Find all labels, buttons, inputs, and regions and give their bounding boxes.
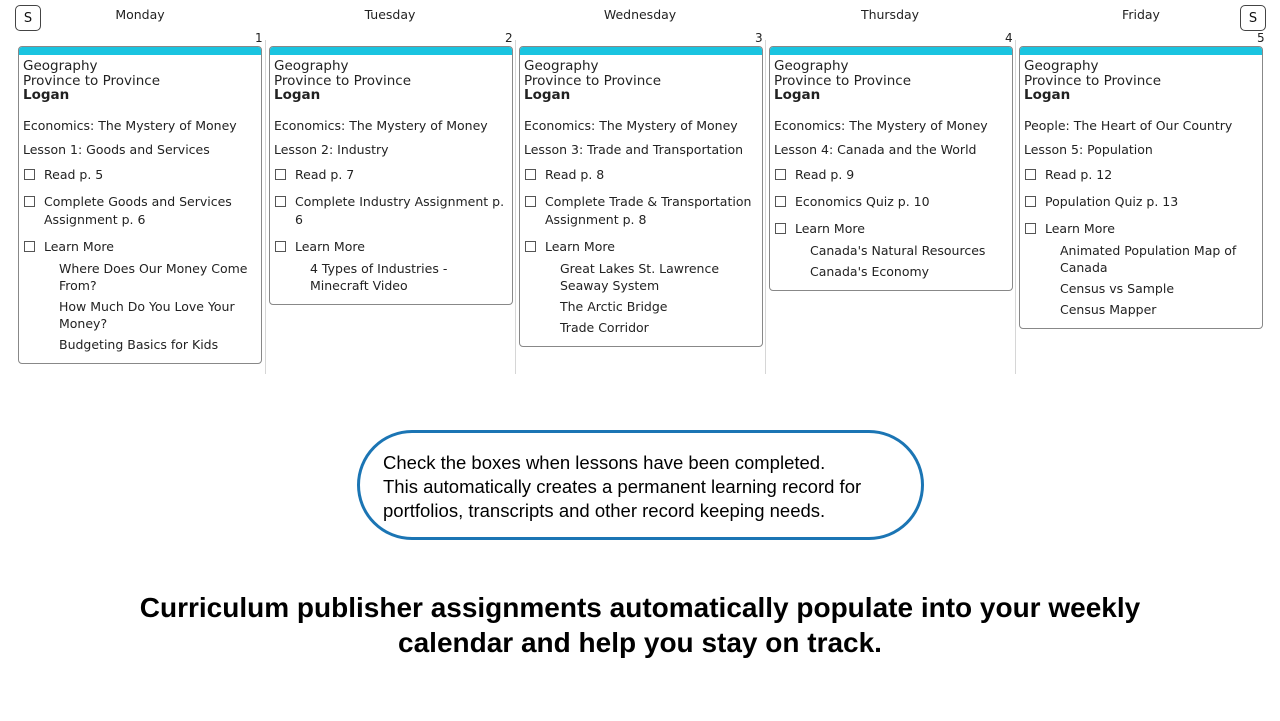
- task-item: [1024, 220, 1258, 238]
- task-label: Population Quiz p. 13: [1045, 194, 1179, 209]
- task-label: Learn More: [44, 239, 114, 254]
- subject-title: Geography: [524, 58, 599, 74]
- day-header-monday: Monday: [115, 7, 165, 22]
- resource-link[interactable]: Trade Corridor: [560, 320, 649, 335]
- resource-link[interactable]: Animated Population Map of Canada: [1060, 243, 1237, 275]
- learn-more-links: [810, 242, 1008, 280]
- day-number: 3: [755, 31, 763, 45]
- task-item: [774, 193, 1008, 211]
- promo-headline: [0, 590, 1280, 660]
- task-checkbox[interactable]: [24, 196, 35, 207]
- day-number: 1: [255, 31, 263, 45]
- task-checkbox[interactable]: [775, 196, 786, 207]
- column-divider: [265, 40, 266, 374]
- column-divider: [1015, 40, 1016, 374]
- learn-more-links: [310, 260, 508, 294]
- info-callout: [357, 430, 924, 540]
- task-checkbox[interactable]: [275, 169, 286, 180]
- column-divider: [765, 40, 766, 374]
- task-label: Learn More: [795, 221, 865, 236]
- resource-link[interactable]: Census Mapper: [1060, 302, 1157, 317]
- task-item: [774, 166, 1008, 184]
- task-item: [1024, 166, 1258, 184]
- column-divider: [515, 40, 516, 374]
- resource-link[interactable]: Where Does Our Money Come From?: [59, 261, 248, 293]
- resource-link[interactable]: Great Lakes St. Lawrence Seaway System: [560, 261, 720, 293]
- headline-line: calendar and help you stay on track.: [398, 627, 882, 658]
- day-number: 4: [1005, 31, 1013, 45]
- course-title: Province to Province: [23, 72, 161, 89]
- task-checkbox[interactable]: [775, 223, 786, 234]
- course-title: Province to Province: [774, 72, 912, 89]
- lesson-card-thursday[interactable]: [769, 46, 1013, 291]
- task-item: [524, 238, 758, 256]
- course-title: Province to Province: [1024, 72, 1162, 89]
- learn-more-links: [560, 260, 758, 336]
- task-label: Learn More: [545, 239, 615, 254]
- subject-title: Geography: [1024, 58, 1099, 74]
- day-number: 2: [505, 31, 513, 45]
- student-name: Logan: [1024, 87, 1071, 103]
- task-checkbox[interactable]: [24, 241, 35, 252]
- day-header-tuesday: Tuesday: [364, 7, 416, 22]
- day-number: 5: [1257, 31, 1265, 45]
- task-label: Learn More: [295, 239, 365, 254]
- task-item: [274, 166, 508, 184]
- callout-line: Check the boxes when lessons have been completed.: [383, 452, 826, 473]
- student-name: Logan: [774, 87, 821, 103]
- headline-line: Curriculum publisher assignments automatically populate into your weekly: [139, 592, 1141, 623]
- task-item: [23, 238, 257, 256]
- task-label: Complete Trade & Transportation Assignment p. 8: [545, 194, 752, 227]
- prev-week-button[interactable]: S: [15, 5, 41, 31]
- task-label: Read p. 5: [44, 167, 104, 182]
- student-name: Logan: [274, 87, 321, 103]
- task-checkbox[interactable]: [525, 196, 536, 207]
- card-color-bar: [270, 47, 512, 55]
- lesson-title: Lesson 4: Canada and the World: [774, 142, 977, 157]
- card-color-bar: [19, 47, 261, 55]
- day-header-wednesday: Wednesday: [603, 7, 677, 22]
- task-label: Read p. 8: [545, 167, 605, 182]
- callout-line: portfolios, transcripts and other record keeping needs.: [383, 500, 826, 521]
- task-checkbox[interactable]: [24, 169, 35, 180]
- day-header-friday: Friday: [1122, 7, 1160, 22]
- lesson-title: Lesson 5: Population: [1024, 142, 1153, 157]
- task-checkbox[interactable]: [525, 241, 536, 252]
- task-item: [1024, 193, 1258, 211]
- lesson-title: Lesson 2: Industry: [274, 142, 389, 157]
- subject-title: Geography: [774, 58, 849, 74]
- course-title: Province to Province: [274, 72, 412, 89]
- card-color-bar: [770, 47, 1012, 55]
- resource-link[interactable]: Canada's Economy: [810, 264, 930, 279]
- task-checkbox[interactable]: [275, 196, 286, 207]
- task-item: [524, 166, 758, 184]
- lesson-card-friday[interactable]: [1019, 46, 1263, 329]
- task-checkbox[interactable]: [275, 241, 286, 252]
- lesson-title: Lesson 1: Goods and Services: [23, 142, 210, 157]
- task-label: Learn More: [1045, 221, 1115, 236]
- task-item: [23, 166, 257, 184]
- task-label: Economics Quiz p. 10: [795, 194, 930, 209]
- lesson-card-tuesday[interactable]: [269, 46, 513, 305]
- task-label: Complete Goods and Services Assignment p. 6: [44, 194, 232, 227]
- resource-link[interactable]: Budgeting Basics for Kids: [59, 337, 219, 352]
- resource-link[interactable]: The Arctic Bridge: [560, 299, 668, 314]
- unit-title: Economics: The Mystery of Money: [274, 118, 488, 133]
- student-name: Logan: [524, 87, 571, 103]
- lesson-title: Lesson 3: Trade and Transportation: [524, 142, 744, 157]
- student-name: Logan: [23, 87, 70, 103]
- task-item: [274, 238, 508, 256]
- task-label: Complete Industry Assignment p. 6: [295, 194, 505, 227]
- task-checkbox[interactable]: [1025, 169, 1036, 180]
- resource-link[interactable]: How Much Do You Love Your Money?: [59, 299, 235, 331]
- card-color-bar: [520, 47, 762, 55]
- unit-title: Economics: The Mystery of Money: [524, 118, 738, 133]
- card-color-bar: [1020, 47, 1262, 55]
- day-header-thursday: Thursday: [860, 7, 920, 22]
- course-title: Province to Province: [524, 72, 662, 89]
- task-checkbox[interactable]: [1025, 196, 1036, 207]
- resource-link[interactable]: 4 Types of Industries - Minecraft Video: [310, 261, 448, 293]
- task-item: [774, 220, 1008, 238]
- resource-link[interactable]: Canada's Natural Resources: [810, 243, 986, 258]
- task-item: [23, 193, 257, 229]
- next-week-button[interactable]: S: [1240, 5, 1266, 31]
- task-checkbox[interactable]: [775, 169, 786, 180]
- task-label: Read p. 12: [1045, 167, 1113, 182]
- task-label: Read p. 9: [795, 167, 855, 182]
- task-item: [524, 193, 758, 229]
- lesson-card-monday[interactable]: [18, 46, 262, 364]
- task-checkbox[interactable]: [1025, 223, 1036, 234]
- task-checkbox[interactable]: [525, 169, 536, 180]
- unit-title: Economics: The Mystery of Money: [23, 118, 237, 133]
- resource-link[interactable]: Census vs Sample: [1060, 281, 1175, 296]
- subject-title: Geography: [23, 58, 98, 74]
- unit-title: Economics: The Mystery of Money: [774, 118, 988, 133]
- task-item: [274, 193, 508, 229]
- unit-title: People: The Heart of Our Country: [1024, 118, 1233, 133]
- subject-title: Geography: [274, 58, 349, 74]
- learn-more-links: [1060, 242, 1258, 318]
- callout-line: This automatically creates a permanent learning record for: [383, 476, 862, 497]
- learn-more-links: [59, 260, 257, 353]
- task-label: Read p. 7: [295, 167, 355, 182]
- lesson-card-wednesday[interactable]: [519, 46, 763, 347]
